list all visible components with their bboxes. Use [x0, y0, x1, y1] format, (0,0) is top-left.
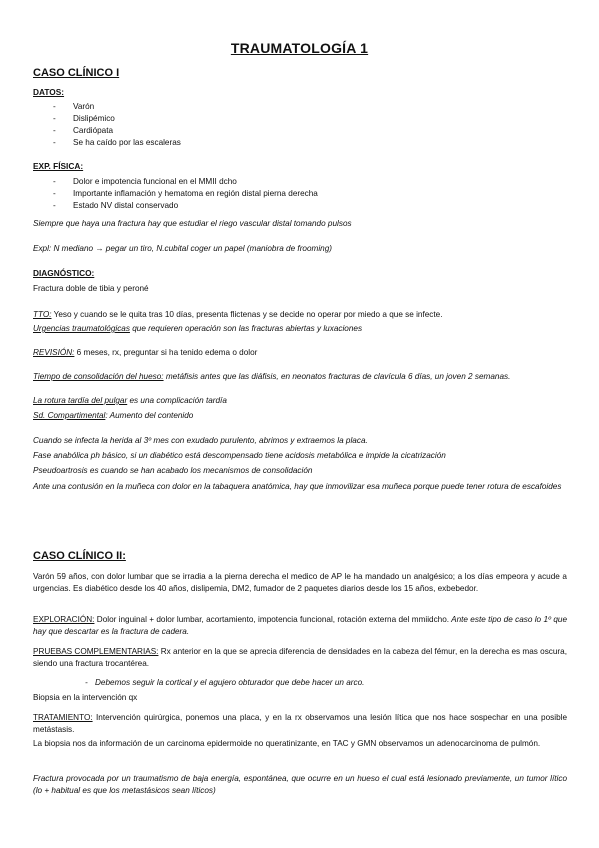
pruebas-line — [33, 646, 567, 670]
datos-list — [33, 101, 181, 149]
list-item: - Dolor e impotencia funcional en el MMII dcho — [33, 176, 318, 188]
rotura-label: La rotura tardía del pulgar — [33, 396, 128, 405]
exploracion-note: Ante este tipo de caso lo 1º que hay que descartar es la fractura de cadera. — [33, 615, 567, 636]
case1-heading: CASO CLÍNICO I — [33, 67, 120, 79]
exploracion-label: EXPLORACIÓN: — [33, 615, 95, 624]
rotura-line — [33, 395, 567, 407]
list-item: - Importante inflamación y hematoma en región distal pierna derecha — [33, 188, 318, 200]
tto-label: TTO: — [33, 310, 52, 319]
pruebas-text: Rx anterior en la que se aprecia diferencia de densidades en la cabeza del fémur, en la derecha es mas oscura, siendo una fractura trocantérea. — [33, 647, 567, 668]
vascular-note: Siempre que haya una fractura hay que estudiar el riego vascular distal tomando pulsos — [33, 219, 352, 228]
sd-line — [33, 410, 567, 422]
tratamiento-label: TRATAMIENTO: — [33, 713, 93, 722]
rotura-text: es una complicación tardía — [127, 396, 227, 405]
exp-fisica-list — [33, 176, 318, 212]
diagnostico-label: DIAGNÓSTICO: — [33, 268, 95, 278]
datos-label: DATOS: — [33, 87, 65, 97]
page-title: TRAUMATOLOGÍA 1 — [230, 40, 369, 56]
final-note: Fractura provocada por un traumatismo de baja energía, espontánea, que ocurre en un hueso el cual está lesionado previamente, un tumor lítico (lo + habitual es que los metastásicos sean líticos) — [33, 774, 567, 795]
list-item: - Varón — [33, 101, 181, 113]
tratamiento-text: Intervención quirúrgica, ponemos una placa, y en la rx observamos una lesión lítica que nos hace sospechar en una posible metástasis. — [33, 713, 567, 734]
pruebas-label: PRUEBAS COMPLEMENTARIAS: — [33, 647, 159, 656]
tto-text: Yeso y cuando se le quita tras 10 días, presenta flictenas y se decide no operar por miedo a que se infecte. — [51, 310, 443, 319]
tiempo-consolidacion — [33, 371, 567, 383]
cortical-note: - Debemos seguir la cortical y el agujero obturador que debe hacer un arco. — [33, 677, 364, 689]
note-fase-anabolica: Fase anabólica ph básico, si un diabético está descompensado tiene acidosis metabólica e impide la cicatrización — [33, 451, 446, 460]
urgencias-line — [33, 323, 567, 335]
list-item: - Se ha caído por las escaleras — [33, 137, 181, 149]
tto-line — [33, 309, 567, 321]
tiempo-text: metáfisis antes que las diáfisis, en neonatos fracturas de clavícula 6 días, un joven 2 semanas. — [163, 372, 511, 381]
sd-text: : Aumento del contenido — [105, 411, 194, 420]
note-pseudoartrosis: Pseudoartrosis es cuando se han acabado los mecanismos de consolidación — [33, 466, 313, 475]
revision-label: REVISIÓN: — [33, 348, 75, 357]
tiempo-label: Tiempo de consolidación del hueso: — [33, 372, 164, 381]
revision-text: 6 meses, rx, preguntar si ha tenido edema o dolor — [74, 348, 258, 357]
revision-line — [33, 347, 567, 359]
biopsia-info: La biopsia nos da información de un carcinoma epidermoide no queratinizante, en TAC y GMN observamos un adenocarcinoma de pulmón. — [33, 739, 541, 748]
sd-label: Sd. Compartimental — [33, 411, 106, 420]
note-infeccion: Cuando se infecta la herida al 3º mes con exudado purulento, abrimos y extraemos la placa. — [33, 436, 368, 445]
exploracion-line — [33, 614, 567, 638]
exp-fisica-label: EXP. FÍSICA: — [33, 161, 84, 171]
biopsia-line: Biopsia en la intervención qx — [33, 693, 138, 702]
tratamiento-line — [33, 712, 567, 736]
case2-heading: CASO CLÍNICO II: — [33, 550, 126, 562]
list-item: - Dislipémico — [33, 113, 181, 125]
list-item: - Cardiópata — [33, 125, 181, 137]
case2-intro: Varón 59 años, con dolor lumbar que se irradia a la pierna derecha el medico de AP le ha mandado un analgésico; a los días empeora y acude a urgencias. Es diabético desde los 40 años, dislipemia, DM2, fumador de 2 paquetes diarios desde los 15 años, exbebedor. — [33, 572, 567, 593]
list-item: - Estado NV distal conservado — [33, 200, 318, 212]
exploracion-text: Dolor inguinal + dolor lumbar, acortamiento, impotencia funcional, rotación externa del mmiidcho. — [94, 615, 450, 624]
urgencias-label: Urgencias traumatológicas — [33, 324, 130, 333]
note-escafoides: Ante una contusión en la muñeca con dolor en la tabaquera anatómica, hay que inmovilizar esa muñeca porque puede tener rotura de escafoides — [33, 482, 562, 491]
urgencias-text: que requieren operación son las fracturas abiertas y luxaciones — [129, 324, 363, 333]
expl-note: Expl: N mediano → pegar un tiro, N.cubital coger un papel (maniobra de frooming) — [33, 244, 332, 253]
diagnostico-text: Fractura doble de tibia y peroné — [33, 284, 149, 293]
